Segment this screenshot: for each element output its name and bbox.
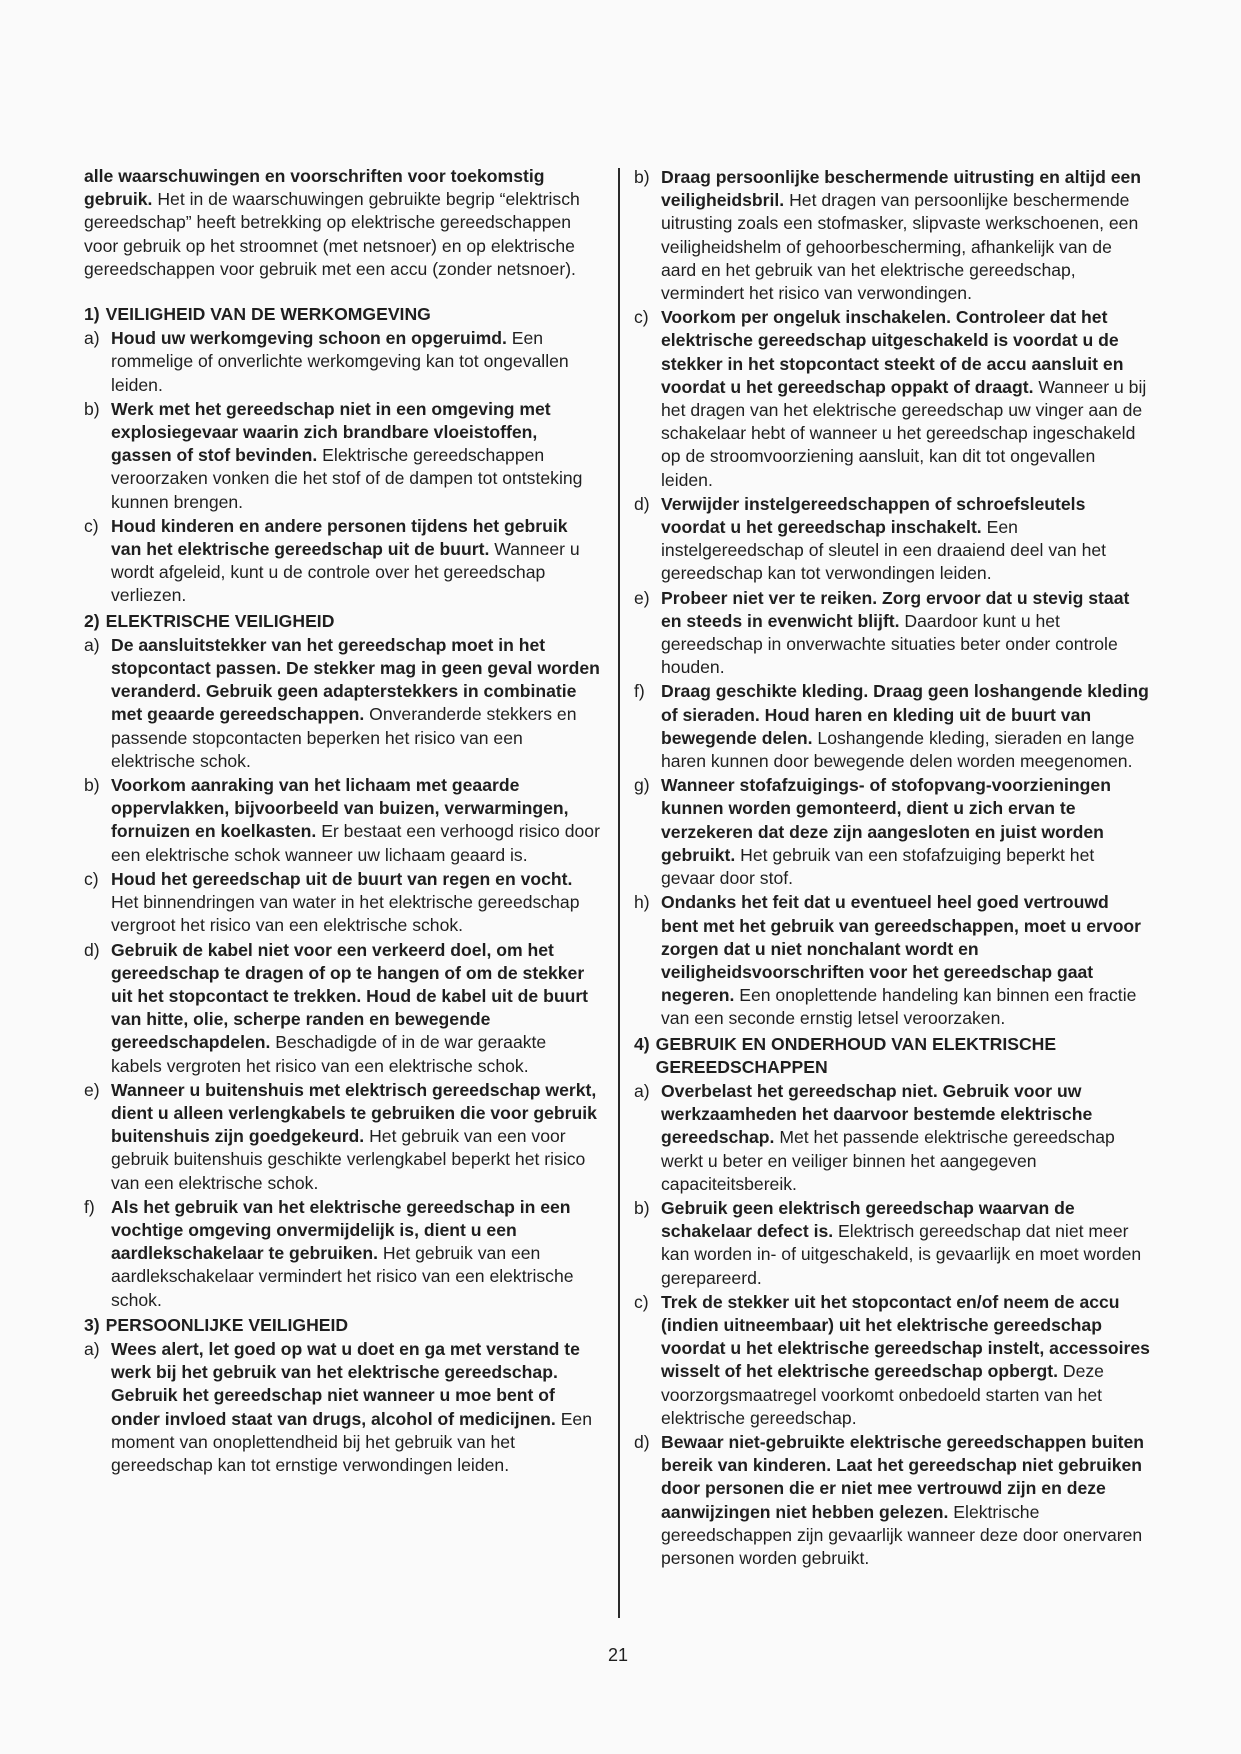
right-column [634,165,1150,1570]
list-item [634,1431,1150,1570]
item-marker: c) [634,1291,649,1312]
item-marker: d) [84,939,100,960]
item-text: Een rommelige of onverlichte werkomgeving kan tot ongevallen leiden. [111,328,569,395]
section-title: ELEKTRISCHE VEILIGHEID [105,610,335,631]
item-text: Elektrische gereedschappen zijn gevaarlijk wanneer deze door onervaren personen worden gebruikt. [661,1501,1143,1568]
column-divider [618,168,620,1618]
list-item [634,1291,1150,1430]
section-number: 4) [634,1033,650,1054]
item-text: Het gebruik van een stofafzuiging beperkt het gevaar door stof. [661,844,1095,889]
item-bold: Als het gebruik van het elektrische gereedschap in een vochtige omgeving onvermijdelijk is, dient u een aardlekschakelaar te gebruiken. [111,1196,571,1264]
item-text: Elektrische gereedschappen veroorzaken vonken die het stof of de dampen tot ontsteking kunnen brengen. [111,445,583,512]
intro-text: Het in de waarschuwingen gebruikte begrip “elektrisch gereedschap” heeft betrekking op elektrische gereedschappen voor gebruik op het stroomnet (met netsnoer) en op elektrische gereedschappen voor gebruik met een accu (zonder netsnoer). [84,189,580,279]
item-bold: Voorkom per ongeluk inschakelen. Controleer dat het elektrische gereedschap uitgeschakeld is voordat u de stekker in het stopcontact steekt of de accu aansluit en voordat u het gereedschap oppakt of draagt. [661,307,1124,397]
item-marker: b) [634,167,650,187]
item-bold: Overbelast het gereedschap niet. Gebruik voor uw werkzaamheden het daarvoor bestemde elektrische gereedschap. [661,1080,1093,1148]
list-item [634,1080,1150,1196]
item-bold: Houd het gereedschap uit de buurt van regen en vocht. [111,868,573,889]
section-heading-4 [634,1033,1150,1079]
list-item [84,939,600,1078]
item-bold: De aansluitstekker van het gereedschap moet in het stopcontact passen. De stekker mag in geen geval worden veranderd. Gebruik geen adapterstekkers in combinatie met geaarde gereedschappen. [111,634,600,725]
section-title: VEILIGHEID VAN DE WERKOMGEVING [105,304,431,325]
item-text: Deze voorzorgsmaatregel voorkomt onbedoeld starten van het elektrische gereedschap. [661,1361,1104,1428]
item-text: Een instelgereedschap of sleutel in een draaiend deel van het gereedschap kan tot verwondingen leiden. [661,517,1107,584]
item-marker: c) [634,307,649,328]
list-item [634,1197,1150,1290]
section-heading-3 [84,1314,600,1337]
item-text: Onveranderde stekkers en passende stopcontacten beperken het risico van een elektrische schok. [111,704,577,771]
section-title: PERSOONLIJKE VEILIGHEID [105,1314,349,1335]
item-marker: c) [84,515,99,536]
item-text: Het dragen van persoonlijke beschermende uitrusting zoals een stofmasker, slipvaste werkschoenen, een veiligheidshelm of gehoorbescherming, afhankelijk van de aard en het gebruik van het elektrische gereedschap, vermindert het risico van verwondingen. [661,190,1139,304]
item-text: Het gebruik van een aardlekschakelaar vermindert het risico van een elektrische schok. [111,1243,574,1310]
item-text: Een moment van onoplettendheid bij het gebruik van het gereedschap kan tot ernstige verwondingen leiden. [111,1408,593,1475]
section-heading-1 [84,303,600,326]
item-text: Het gebruik van een voor gebruik buitenshuis geschikte verlengkabel beperkt het risico van een elektrische schok. [111,1126,586,1193]
list-item [84,634,600,773]
list-item [634,493,1150,586]
list-item [84,327,600,397]
list-item [84,1079,600,1195]
item-bold: Wanneer u buitenshuis met elektrisch gereedschap werkt, dient u alleen verlengkabels te gebruiken die voor gebruik buitenshuis zijn goedgekeurd. [111,1079,597,1147]
item-marker: a) [84,1338,100,1359]
item-bold: Gebruik geen elektrisch gereedschap waarvan de schakelaar defect is. [661,1197,1075,1242]
item-text: Wanneer u wordt afgeleid, kunt u de controle over het gereedschap verliezen. [111,539,580,606]
item-bold: Verwijder instelgereedschappen of schroefsleutels voordat u het gereedschap inschakelt. [661,493,1086,538]
item-bold: Probeer niet ver te reiken. Zorg ervoor dat u stevig staat en steeds in evenwicht blijft. [661,587,1130,631]
section-number: 2) [84,610,100,631]
item-marker: d) [634,493,650,514]
list-item [84,1338,600,1477]
item-bold: Voorkom aanraking van het lichaam met geaarde oppervlakken, bijvoorbeeld van buizen, verwarmingen, fornuizen en koelkasten. [111,775,569,842]
list-item [84,774,600,867]
item-text: Het binnendringen van water in het elektrische gereedschap vergroot het risico van een elektrische schok. [111,892,580,936]
item-bold: Bewaar niet-gebruikte elektrische gereedschappen buiten bereik van kinderen. Laat het gereedschap niet gebruiken door personen die er niet mee vertrouwd zijn en deze aanwijzingen niet hebben gelezen. [661,1431,1145,1522]
item-text: Beschadigde of in de war geraakte kabels vergroten het risico van een elektrische schok. [111,1032,547,1076]
item-marker: h) [634,892,650,913]
left-column [84,165,600,1477]
item-marker: e) [634,587,650,608]
list-item [84,868,600,938]
item-bold: Wees alert, let goed op wat u doet en ga met verstand te werk bij het gebruik van het elektrische gereedschap. Gebruik het gereedschap niet wanneer u moe bent of onder invloed staat van drugs, alcohol of medicijnen. [111,1338,580,1429]
item-marker: b) [84,775,100,796]
intro-bold: alle waarschuwingen en voorschriften voor toekomstig gebruik. [84,166,545,210]
item-marker: b) [84,398,100,419]
item-marker: f) [84,1196,95,1217]
item-text: Een onoplettende handeling kan binnen een fractie van een seconde ernstig letsel veroorzaken. [661,985,1137,1029]
item-marker: f) [634,681,645,702]
item-marker: c) [84,868,99,889]
item-marker: d) [634,1431,650,1452]
item-marker: a) [634,1080,650,1101]
item-bold: Houd uw werkomgeving schoon en opgeruimd. [111,328,507,349]
item-bold: Draag persoonlijke beschermende uitrusting en altijd een veiligheidsbril. [661,167,1142,211]
item-marker: e) [84,1079,100,1100]
list-item [84,1196,600,1312]
item-bold: Draag geschikte kleding. Draag geen loshangende kleding of sieraden. Houd haren en kleding uit de buurt van bewegende delen. [661,681,1149,748]
item-bold: Werk met het gereedschap niet in een omgeving met explosiegevaar waarin zich brandbare vloeistoffen, gassen of stof bevinden. [111,398,551,466]
list-item [634,774,1150,890]
item-marker: a) [84,328,100,349]
list-item [634,166,1150,305]
item-bold: Houd kinderen en andere personen tijdens het gebruik van het elektrische gereedschap uit de buurt. [111,515,568,560]
item-text: Daardoor kunt u het gereedschap in onverwachte situaties beter onder controle houden. [661,610,1118,678]
list-item [634,306,1150,492]
section-number: 1) [84,304,100,325]
list-item [634,680,1150,773]
list-item [84,398,600,514]
item-bold: Trek de stekker uit het stopcontact en/of neem de accu (indien uitneembaar) uit het elektrische gereedschap voordat u het elektrische gereedschap instelt, accessoires wisselt of het elektrische gereedschap opbergt. [661,1291,1150,1382]
list-item [634,891,1150,1030]
item-text: Loshangende kleding, sieraden en lange haren kunnen door bewegende delen worden meegenomen. [661,727,1135,772]
list-item [84,515,600,608]
item-marker: g) [634,775,650,796]
section-number: 3) [84,1314,100,1335]
section-title: GEBRUIK EN ONDERHOUD VAN ELEKTRISCHE GEREEDSCHAPPEN [655,1033,1057,1077]
item-bold: Gebruik de kabel niet voor een verkeerd doel, om het gereedschap te dragen of op te hangen of om de stekker uit het stopcontact te trekken. Houd de kabel uit de buurt van hitte, olie, scherpe randen en bewegende gereedschapdelen. [111,939,589,1053]
list-item [634,587,1150,680]
item-text: Met het passende elektrische gereedschap werkt u beter en veiliger binnen het aangegeven capaciteitsbereik. [661,1127,1115,1194]
item-marker: b) [634,1197,650,1218]
intro-paragraph [84,165,600,281]
item-marker: a) [84,634,100,655]
item-bold: Wanneer stofafzuigings- of stofopvang-voorzieningen kunnen worden gemonteerd, dient u zich ervan te verzekeren dat deze zijn aangesloten en juist worden gebruikt. [661,775,1111,865]
item-text: Wanneer u bij het dragen van het elektrische gereedschap uw vinger aan de schakelaar hebt of wanneer u het gereedschap ingeschakeld op de stroomvoorziening aansluit, kan dit tot ongevallen leiden. [661,376,1147,490]
item-text: Elektrisch gereedschap dat niet meer kan worden in- of uitgeschakeld, is gevaarlijk en moet worden gerepareerd. [661,1221,1142,1288]
item-bold: Ondanks het feit dat u eventueel heel goed vertrouwd bent met het gebruik van gereedschappen, moet u ervoor zorgen dat u niet nonchalant wordt en veiligheidsvoorschriften voor het gereedschap gaat negeren. [661,892,1142,1006]
section-heading-2 [84,610,600,633]
page-number: 21 [607,1645,629,1665]
item-text: Er bestaat een verhoogd risico door een elektrische schok wanneer uw lichaam geaard is. [111,821,600,865]
